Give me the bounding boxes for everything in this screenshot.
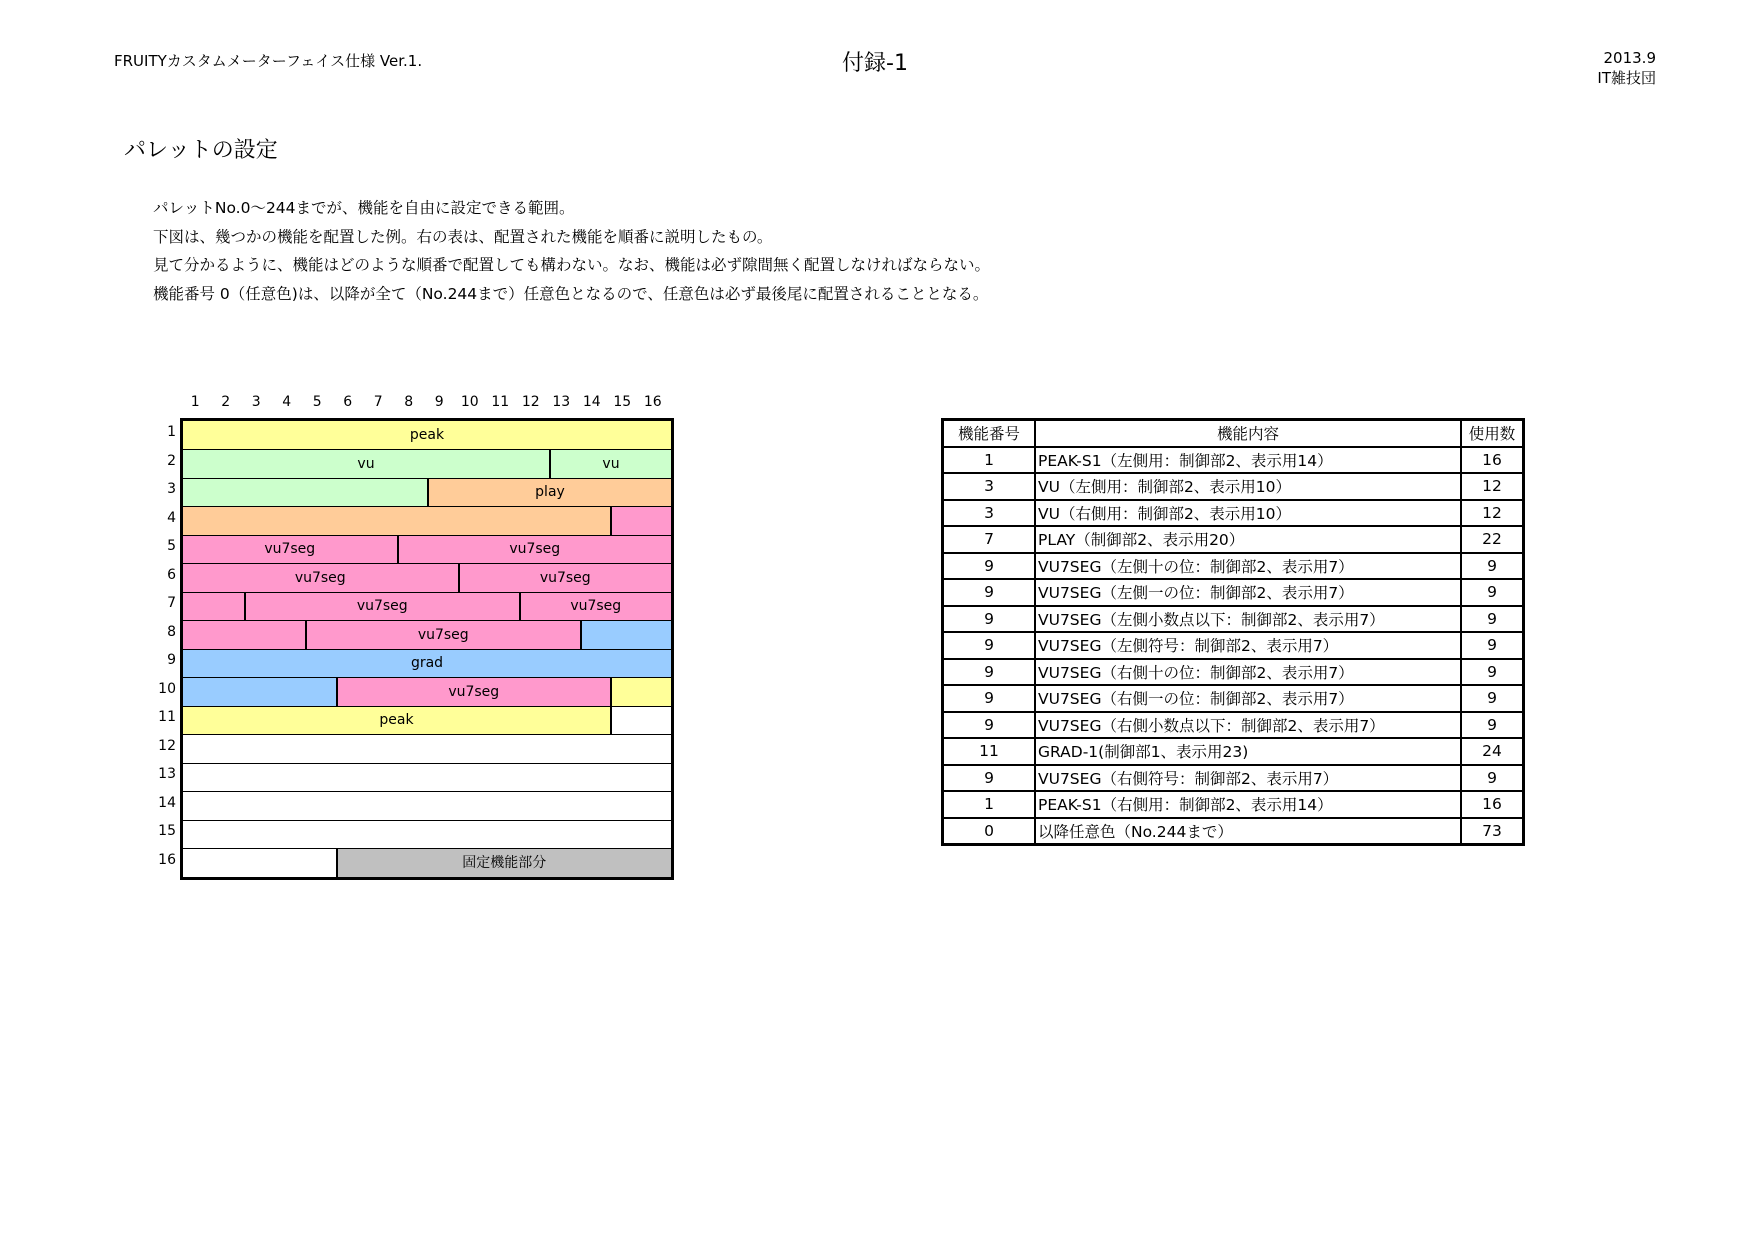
row-number: 5 — [167, 538, 176, 554]
table-row — [943, 738, 1524, 765]
table-row — [943, 606, 1524, 633]
description-line: 下図は、幾つかの機能を配置した例。右の表は、配置された機能を順番に説明したもの。 — [153, 227, 773, 246]
usage-count-cell: 12 — [1461, 473, 1524, 500]
palette-segment-empty — [610, 706, 671, 735]
table-row — [943, 685, 1524, 712]
function-number-cell: 3 — [943, 500, 1036, 527]
function-content-cell: VU7SEG（左側十の位：制御部2、表示用7） — [1035, 553, 1461, 580]
description-line: 機能番号 0（任意色)は、以降が全て（No.244まで）任意色となるので、任意色は必ず最後尾に配置されることとなる。 — [153, 284, 989, 303]
function-content-cell: VU7SEG（左側一の位：制御部2、表示用7） — [1035, 579, 1461, 606]
grid-row-divider — [183, 506, 671, 507]
table-row — [943, 712, 1524, 739]
header-function-content: 機能内容 — [1035, 420, 1461, 447]
grid-row-divider — [183, 706, 671, 707]
table-row — [943, 818, 1524, 845]
header-function-number: 機能番号 — [943, 420, 1036, 447]
table-row — [943, 579, 1524, 606]
function-content-cell: VU7SEG（右側小数点以下：制御部2、表示用7） — [1035, 712, 1461, 739]
palette-segment-grad — [183, 678, 336, 707]
usage-count-cell: 12 — [1461, 500, 1524, 527]
table-row — [943, 659, 1524, 686]
palette-segment-vu7seg — [610, 507, 671, 536]
description-line: パレットNo.0～244までが、機能を自由に設定できる範囲。 — [153, 199, 575, 217]
description — [153, 194, 990, 308]
usage-count-cell: 9 — [1461, 579, 1524, 606]
function-number-cell: 9 — [943, 632, 1036, 659]
column-number: 1 — [190, 394, 200, 410]
function-number-cell: 7 — [943, 526, 1036, 553]
row-number: 14 — [158, 794, 176, 811]
description-line: 見て分かるように、機能はどのような順番で配置しても構わない。なお、機能は必ず隙間無く配置しなければならない。 — [153, 256, 991, 274]
palette-segment-vu7seg: vu7seg — [336, 678, 611, 707]
palette-segment-vu7seg: vu7seg — [458, 564, 672, 593]
row-number: 13 — [158, 766, 176, 782]
table-row — [943, 765, 1524, 792]
function-number-cell: 9 — [943, 712, 1036, 739]
table-row — [943, 447, 1524, 474]
function-content-cell: VU（右側用：制御部2、表示用10） — [1035, 500, 1461, 527]
usage-count-cell: 9 — [1461, 553, 1524, 580]
palette-segment-vu7seg — [183, 621, 305, 650]
usage-count-cell: 16 — [1461, 791, 1524, 818]
function-content-cell: VU7SEG（左側符号：制御部2、表示用7） — [1035, 632, 1461, 659]
palette-segment-vu7seg: vu7seg — [519, 592, 672, 621]
function-number-cell: 9 — [943, 685, 1036, 712]
grid-row-divider — [183, 848, 671, 849]
table-row — [943, 791, 1524, 818]
table-row — [943, 500, 1524, 527]
row-number: 16 — [158, 851, 176, 868]
header-usage-count: 使用数 — [1461, 420, 1524, 447]
function-content-cell: VU7SEG（右側符号：制御部2、表示用7） — [1035, 765, 1461, 792]
column-number: 13 — [552, 394, 571, 410]
column-number: 9 — [434, 394, 444, 410]
palette-segment-grad: grad — [183, 649, 671, 678]
grid-row-divider — [183, 592, 671, 593]
row-number: 8 — [167, 623, 176, 640]
table-row — [943, 473, 1524, 500]
row-number: 9 — [167, 652, 176, 668]
palette-segment-peak — [610, 678, 671, 707]
function-content-cell: VU（左側用：制御部2、表示用10） — [1035, 473, 1461, 500]
function-table — [941, 418, 1525, 846]
column-number: 8 — [404, 394, 414, 410]
function-number-cell: 1 — [943, 447, 1036, 474]
table-row — [943, 526, 1524, 553]
column-number: 2 — [221, 394, 231, 410]
function-number-cell: 9 — [943, 553, 1036, 580]
function-content-cell: VU7SEG（左側小数点以下：制御部2、表示用7） — [1035, 606, 1461, 633]
usage-count-cell: 24 — [1461, 738, 1524, 765]
palette-segment-play: play — [427, 478, 671, 507]
grid-row-divider — [183, 563, 671, 564]
grid-row-divider — [183, 620, 671, 621]
palette-column-numbers — [180, 394, 668, 414]
table-row — [943, 553, 1524, 580]
function-content-cell: PEAK-S1（右側用：制御部2、表示用14） — [1035, 791, 1461, 818]
palette-grid — [180, 418, 674, 880]
grid-row-divider — [183, 649, 671, 650]
grid-row-divider — [183, 763, 671, 764]
header-organization: IT雑技団 — [1597, 69, 1656, 87]
function-number-cell: 9 — [943, 606, 1036, 633]
palette-segment-vu7seg — [183, 592, 244, 621]
palette-segment-vu7seg: vu7seg — [183, 564, 458, 593]
column-number: 5 — [312, 394, 322, 410]
function-table-header — [943, 420, 1524, 447]
column-number: 16 — [643, 394, 662, 410]
row-number: 4 — [167, 509, 176, 526]
function-number-cell: 0 — [943, 818, 1036, 845]
function-number-cell: 3 — [943, 473, 1036, 500]
column-number: 12 — [521, 394, 540, 410]
function-number-cell: 11 — [943, 738, 1036, 765]
usage-count-cell: 9 — [1461, 685, 1524, 712]
row-number: 3 — [167, 481, 176, 497]
grid-row-divider — [183, 478, 671, 479]
palette-segment-vu: vu — [549, 450, 671, 479]
usage-count-cell: 9 — [1461, 606, 1524, 633]
row-number: 15 — [158, 823, 176, 839]
column-number: 3 — [251, 394, 261, 410]
header-date: 2013.9 — [1603, 49, 1656, 67]
palette-segment-play — [183, 507, 610, 536]
grid-row-divider — [183, 791, 671, 792]
grid-row-divider — [183, 677, 671, 678]
column-number: 14 — [582, 394, 601, 410]
usage-count-cell: 22 — [1461, 526, 1524, 553]
palette-segment-fixed: 固定機能部分 — [336, 849, 672, 878]
palette-segment-vu7seg: vu7seg — [183, 535, 397, 564]
function-number-cell: 9 — [943, 659, 1036, 686]
function-number-cell: 9 — [943, 579, 1036, 606]
usage-count-cell: 9 — [1461, 765, 1524, 792]
function-number-cell: 1 — [943, 791, 1036, 818]
usage-count-cell: 73 — [1461, 818, 1524, 845]
row-number: 12 — [158, 737, 176, 754]
row-number: 10 — [158, 680, 176, 697]
function-content-cell: GRAD-1(制御部1、表示用23) — [1035, 738, 1461, 765]
grid-row-divider — [183, 820, 671, 821]
row-number: 1 — [167, 424, 176, 440]
palette-segment-peak: peak — [183, 421, 671, 450]
header-meta — [1597, 48, 1656, 88]
palette-segment-vu — [183, 478, 427, 507]
column-number: 10 — [460, 394, 479, 410]
palette-row-numbers — [150, 418, 176, 874]
column-number: 15 — [613, 394, 632, 410]
column-number: 4 — [282, 394, 292, 410]
function-content-cell: PLAY（制御部2、表示用20） — [1035, 526, 1461, 553]
row-number: 7 — [167, 595, 176, 611]
grid-row-divider — [183, 535, 671, 536]
grid-row-divider — [183, 734, 671, 735]
row-number: 2 — [167, 452, 176, 469]
palette-segment-grad — [580, 621, 672, 650]
column-number: 11 — [491, 394, 510, 410]
usage-count-cell: 9 — [1461, 632, 1524, 659]
column-number: 6 — [343, 394, 353, 410]
function-content-cell: VU7SEG（右側一の位：制御部2、表示用7） — [1035, 685, 1461, 712]
page-title: 付録-1 — [842, 51, 908, 76]
function-content-cell: 以降任意色（No.244まで） — [1035, 818, 1461, 845]
table-row — [943, 632, 1524, 659]
grid-row-divider — [183, 449, 671, 450]
palette-segment-peak: peak — [183, 706, 610, 735]
usage-count-cell: 9 — [1461, 712, 1524, 739]
document-subtitle: FRUITYカスタムメーターフェイス仕様 Ver.1. — [114, 52, 423, 70]
palette-segment-vu7seg: vu7seg — [305, 621, 580, 650]
section-title: パレットの設定 — [124, 138, 278, 163]
function-number-cell: 9 — [943, 765, 1036, 792]
usage-count-cell: 9 — [1461, 659, 1524, 686]
palette-segment-vu7seg: vu7seg — [397, 535, 672, 564]
column-number: 7 — [373, 394, 383, 410]
function-content-cell: PEAK-S1（左側用：制御部2、表示用14） — [1035, 447, 1461, 474]
row-number: 11 — [158, 709, 176, 725]
usage-count-cell: 16 — [1461, 447, 1524, 474]
function-content-cell: VU7SEG（右側十の位：制御部2、表示用7） — [1035, 659, 1461, 686]
row-number: 6 — [167, 566, 176, 583]
palette-segment-vu7seg: vu7seg — [244, 592, 519, 621]
palette-segment-vu: vu — [183, 450, 549, 479]
